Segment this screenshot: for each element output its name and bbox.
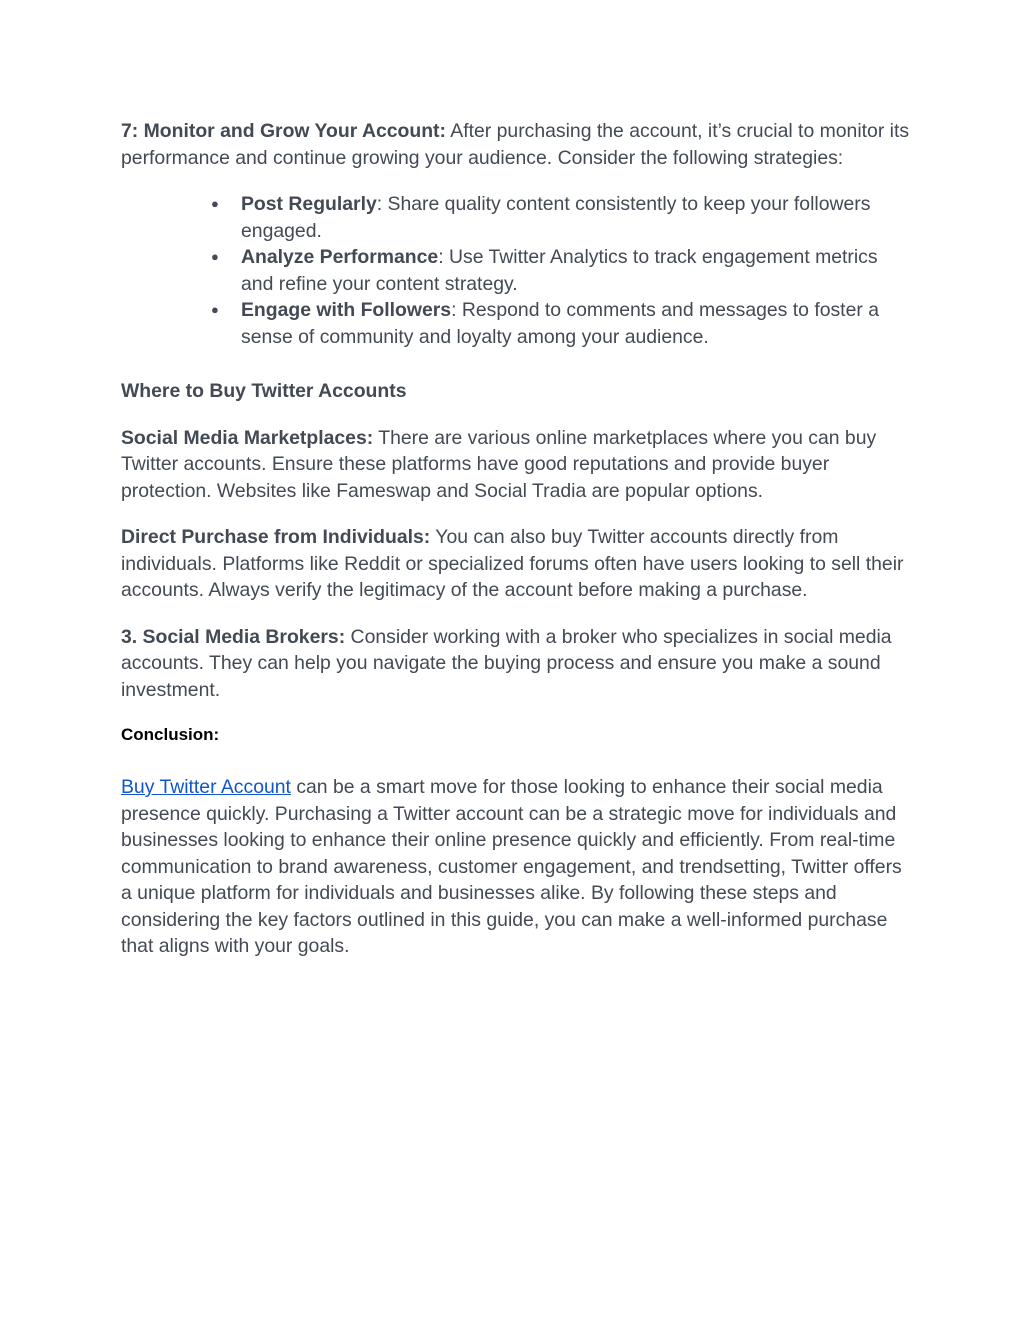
bullet-icon: ●	[211, 196, 219, 211]
brokers-lead: 3. Social Media Brokers:	[121, 625, 346, 648]
bullet-term: Post Regularly	[241, 193, 377, 215]
marketplaces-text: There are various online marketplaces where you can buy Twitter accounts. Ensure these platforms have good reputations and provide buyer protection. Websites like Fameswap and Social Tradia are popular options.	[121, 426, 877, 502]
bullet-text: : Share quality content consistently to keep your followers engaged.	[241, 193, 871, 242]
list-item	[211, 191, 911, 244]
individuals-lead: Direct Purchase from Individuals:	[121, 526, 431, 548]
individuals-paragraph	[121, 524, 911, 604]
where-to-buy-heading: Where to Buy Twitter Accounts	[121, 380, 407, 402]
list-item	[211, 244, 911, 297]
strategies-list	[121, 191, 911, 350]
buy-twitter-account-link[interactable]: Buy Twitter Account	[121, 776, 291, 798]
bullet-term: Engage with Followers	[241, 299, 452, 321]
marketplaces-lead: Social Media Marketplaces:	[121, 426, 374, 449]
marketplaces-paragraph	[121, 425, 911, 505]
conclusion-text: can be a smart move for those looking to enhance their social media presence quickly. Purchasing a Twitter account can be a strategic move for individuals and businesses looking to enhance their online presence quickly and efficiently. From real-time communication to brand awareness, customer engagement, and trendsetting, Twitter offers a unique platform for individuals and businesses alike. By following these steps and considering the key factors outlined in this guide, you can make a well-informed purchase that aligns with your goals.	[121, 776, 902, 957]
conclusion-paragraph	[121, 774, 911, 960]
bullet-text: : Use Twitter Analytics to track engagement metrics and refine your content strategy.	[241, 246, 878, 295]
conclusion-heading: Conclusion:	[121, 725, 220, 744]
bullet-icon: ●	[211, 302, 219, 317]
section-7-lead: 7: Monitor and Grow Your Account:	[121, 120, 446, 142]
brokers-text: Consider working with a broker who specializes in social media accounts. They can help you navigate the buying process and ensure you make a sound investment.	[121, 625, 892, 701]
bullet-icon: ●	[211, 249, 219, 264]
list-item	[211, 297, 911, 350]
document-page	[121, 118, 911, 980]
bullet-term: Analyze Performance	[241, 246, 439, 268]
section-7-paragraph	[121, 118, 911, 171]
bullet-text: : Respond to comments and messages to foster a sense of community and loyalty among your audience.	[241, 299, 879, 348]
brokers-paragraph	[121, 624, 911, 704]
section-7-text: After purchasing the account, it’s crucial to monitor its performance and continue growing your audience. Consider the following strategies:	[121, 120, 910, 169]
individuals-text: You can also buy Twitter accounts directly from individuals. Platforms like Reddit or specialized forums often have users looking to sell their accounts. Always verify the legitimacy of the account before making a purchase.	[121, 526, 904, 601]
